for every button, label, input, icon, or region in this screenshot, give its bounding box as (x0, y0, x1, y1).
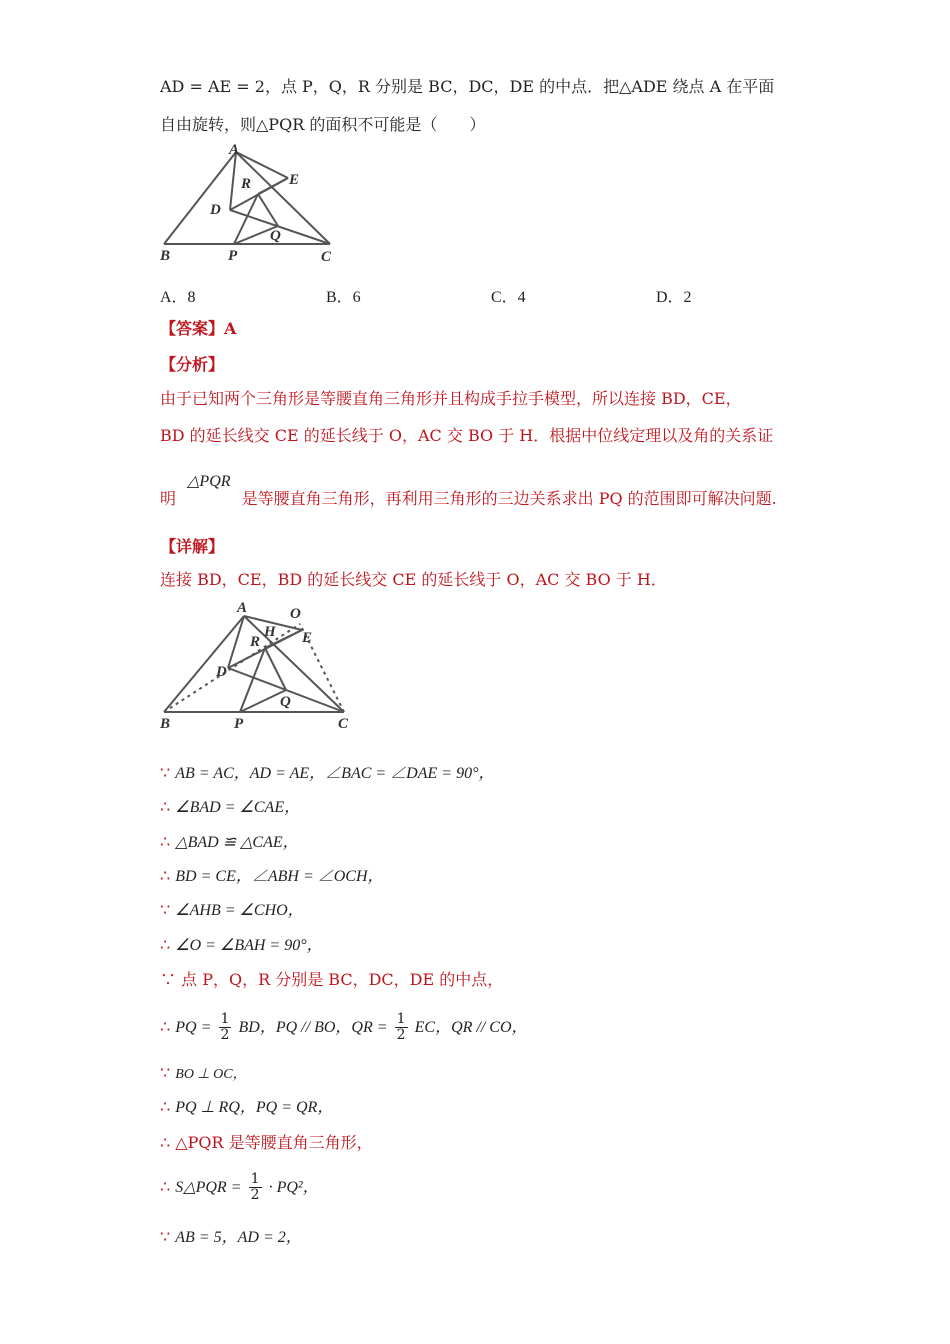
step-12-a: S△PQR = (175, 1179, 242, 1196)
step-9-text: BO ⊥ OC， (175, 1067, 247, 1082)
step-8-a: PQ = (175, 1019, 212, 1036)
option-b: B．6 (326, 289, 361, 306)
step-3-text: △BAD ≌ △CAE， (175, 834, 299, 851)
detail-tag: 【详解】 (160, 537, 225, 556)
step-13 (160, 1226, 302, 1249)
step-8-c: EC，QR // CO， (414, 1019, 528, 1036)
fig2-label-o: O (290, 606, 301, 622)
step-13-text: AB = 5，AD = 2， (175, 1229, 302, 1246)
step-12-frac-den: 2 (250, 1187, 260, 1203)
step-9-symbol: ∵ (160, 1063, 171, 1082)
figure-1 (150, 140, 350, 270)
fig2-label-q: Q (280, 694, 291, 710)
fig1-label-d: D (210, 202, 221, 218)
step-11 (160, 1132, 373, 1154)
step-12-fraction (249, 1172, 262, 1203)
step-7-symbol: ∵ (160, 970, 177, 989)
analysis-triangle: △PQR (187, 473, 231, 490)
analysis-line-3b: 是等腰直角三角形，再利用三角形的三边关系求出 PQ 的范围即可解决问题. (241, 489, 777, 508)
step-12-frac-num: 1 (250, 1171, 260, 1187)
fig1-label-b: B (160, 248, 171, 264)
step-2 (160, 796, 300, 819)
option-c: C．4 (491, 289, 526, 306)
analysis-tag: 【分析】 (160, 355, 225, 374)
fig2-label-h: H (264, 624, 276, 640)
step-8-symbol: ∴ (160, 1017, 171, 1036)
fig1-label-a: A (229, 142, 240, 158)
step-7-text: 点 P，Q，R 分别是 BC，DC，DE 的中点， (181, 970, 504, 989)
step-12 (160, 1172, 319, 1203)
analysis-line-3 (160, 473, 777, 511)
figure-2 (150, 596, 370, 736)
fig1-label-r: R (241, 176, 252, 192)
step-1-text: AB = AC，AD = AE，∠BAC = ∠DAE = 90°， (175, 765, 495, 782)
step-6 (160, 934, 323, 957)
step-3-symbol: ∴ (160, 832, 171, 851)
fig2-label-d: D (216, 664, 227, 680)
step-10 (160, 1096, 333, 1119)
step-1 (160, 762, 494, 785)
answer-tag: 【答案】 (160, 319, 225, 338)
fig1-label-e: E (289, 172, 300, 188)
step-8-frac1-den: 2 (220, 1027, 230, 1043)
answer-line (160, 318, 236, 340)
fig2-label-p: P (234, 716, 244, 732)
step-4 (160, 865, 384, 888)
step-12-symbol: ∴ (160, 1177, 171, 1196)
step-1-symbol: ∵ (160, 763, 171, 782)
step-7 (160, 969, 503, 991)
detail-line-1: 连接 BD，CE，BD 的延长线交 CE 的延长线于 O，AC 交 BO 于 H． (160, 570, 667, 589)
fig1-label-p: P (228, 248, 238, 264)
option-a: A．8 (160, 289, 196, 306)
step-8-fraction-2 (395, 1012, 408, 1043)
option-d: D．2 (656, 289, 692, 306)
fig2-label-a: A (237, 600, 248, 616)
analysis-line-3a: 明 (160, 489, 177, 508)
question-line-2: 自由旋转，则△PQR 的面积不可能是（ ） (160, 115, 486, 134)
question-line-1: AD = AE = 2，点 P，Q，R 分别是 BC，DC，DE 的中点．把△ADE 绕点 A 在平面 (160, 77, 775, 96)
step-10-symbol: ∴ (160, 1097, 171, 1116)
fig2-label-r: R (250, 634, 261, 650)
step-12-b: · PQ²， (268, 1179, 319, 1196)
fig2-label-e: E (302, 630, 313, 646)
step-8-fraction-1 (219, 1012, 232, 1043)
step-5-text: ∠AHB = ∠CHO， (175, 902, 304, 919)
fig1-label-c: C (321, 249, 332, 265)
analysis-line-1: 由于已知两个三角形是等腰直角三角形并且构成手拉手模型，所以连接 BD，CE， (160, 389, 742, 408)
fig1-label-q: Q (270, 228, 281, 244)
step-8 (160, 1012, 528, 1043)
step-5-symbol: ∵ (160, 900, 171, 919)
answer-value: A (224, 319, 237, 338)
step-2-text: ∠BAD = ∠CAE， (175, 799, 301, 816)
step-5 (160, 899, 304, 922)
step-4-symbol: ∴ (160, 866, 171, 885)
step-6-text: ∠O = ∠BAH = 90°， (175, 937, 323, 954)
step-4-text: BD = CE，∠ABH = ∠OCH， (175, 868, 384, 885)
step-2-symbol: ∴ (160, 797, 171, 816)
step-8-frac1-num: 1 (220, 1011, 230, 1027)
analysis-line-2: BD 的延长线交 CE 的延长线于 O，AC 交 BO 于 H．根据中位线定理以及角的关系证 (160, 426, 774, 445)
step-8-frac2-den: 2 (396, 1027, 406, 1043)
step-3 (160, 831, 299, 854)
step-13-symbol: ∵ (160, 1227, 171, 1246)
fig2-label-b: B (160, 716, 171, 732)
step-11-text: △PQR 是等腰直角三角形， (175, 1133, 373, 1152)
step-8-b: BD，PQ // BO，QR = (238, 1019, 388, 1036)
step-8-frac2-num: 1 (396, 1011, 406, 1027)
step-6-symbol: ∴ (160, 935, 171, 954)
fig2-label-c: C (338, 716, 349, 732)
step-11-symbol: ∴ (160, 1133, 171, 1152)
step-9 (160, 1062, 247, 1086)
step-10-text: PQ ⊥ RQ，PQ = QR， (175, 1099, 334, 1116)
